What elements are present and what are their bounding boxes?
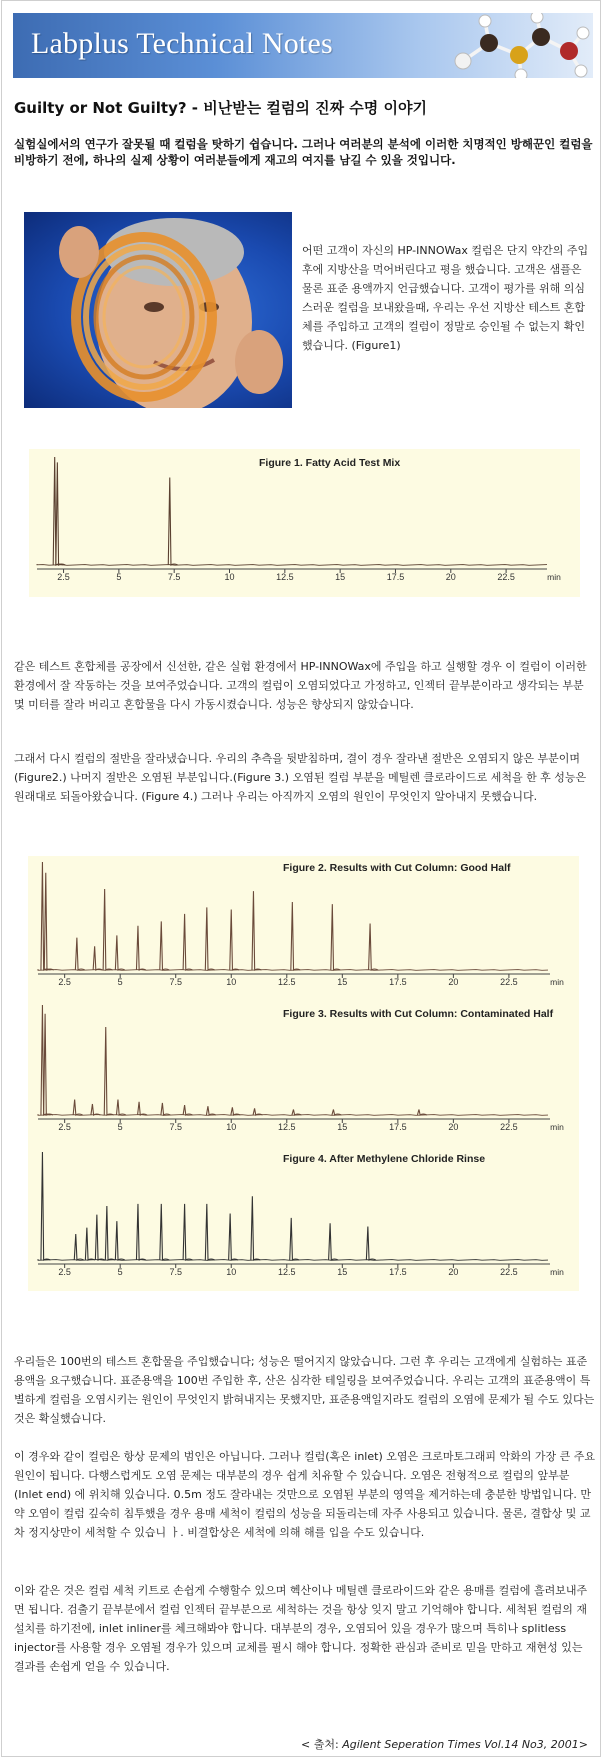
x-axis-label: min: [547, 572, 561, 582]
x-tick-label: 2.5: [58, 977, 71, 987]
chromatogram-peak: [115, 935, 125, 970]
baseline: [38, 1114, 548, 1115]
baseline: [37, 564, 547, 565]
chromatogram-peak: [73, 1100, 83, 1115]
chromatogram-peak: [417, 1110, 427, 1116]
source-citation: [301, 1736, 588, 1752]
x-tick-label: 2.5: [58, 1122, 71, 1132]
paragraph-4: 이 경우와 같이 컬럼은 항상 문제의 범인은 아닙니다. 그러나 컬럼(혹은 inlet) 오염은 크로마토그래피 악화의 가장 큰 주요 원인이 됩니다. 다행스럽게도 오염 문제는 대부분의 경우 쉽게 치유할 수 있습니다. 오염은 전형적으로 컬럼의 앞부분 (Inlet end) 에 위치해 있습니다. 0.5m 정도 잘라내는 것만으로 오염된 부분의 영역을 제거하는데 충분한 방법입니다. 만약 오염이 컬럼 깊숙히 침투했을 경우 용매 세척이 컬럼의 성능을 되돌리는데 자주 사용되고 있습니다. 물론, 결합상 및 교차 정지상만이 세척할 수 있습니 ㅏ. 비결합상은 세척에 의해 해를 입을 수도 있습니다.: [14, 1450, 595, 1539]
article-intro: 실험실에서의 연구가 잘못될 때 컬럼을 탓하기 쉽습니다. 그러나 여러분의 분석에 이러한 치명적인 방해꾼인 컬럼을 비방하기 전에, 하나의 실제 상황이 여러분들에게 재고의 여지를 남길 수 있을 것입니다.: [14, 137, 593, 167]
chromatogram-peak: [136, 926, 146, 970]
x-tick-label: 22.5: [497, 572, 515, 582]
photo-illustration: [24, 212, 292, 408]
chromatogram-peak: [290, 1218, 300, 1260]
x-tick-label: 22.5: [500, 1122, 518, 1132]
header-banner: [13, 13, 593, 78]
figure-2-chart: [28, 856, 579, 1001]
x-axis-label: min: [550, 1267, 564, 1277]
x-tick-label: 7.5: [169, 977, 182, 987]
chromatogram-peak: [205, 1204, 215, 1260]
figure-1: [29, 449, 580, 597]
x-tick-label: 5: [117, 977, 123, 987]
x-tick-label: 17.5: [386, 572, 405, 582]
source-prefix: < 출처:: [301, 1738, 343, 1751]
banner-title: Labplus Technical Notes: [31, 27, 333, 60]
chromatogram-peak: [160, 1204, 170, 1260]
chromatogram-peak: [115, 1221, 125, 1260]
chromatogram-peak: [331, 904, 341, 970]
chart-title: Figure 2. Results with Cut Column: Good Half: [283, 862, 511, 874]
figure-1-chart: [29, 449, 580, 597]
chromatogram-peak: [160, 921, 170, 970]
paragraph-2: 그래서 다시 컬럼의 절반을 잘라냈습니다. 우리의 추측을 뒷받침하며, 결이 경우 잘라낸 절반은 오염되지 않은 부분이며 (Figure2.) 나머지 절반은 오염된 부분입니다.(Figure 3.) 오염된 컬럼 부분을 메틸렌 클로라이드로 세척을 한 후 성능은 원래대로 되돌아왔습니다. (Figure 4.) 그러나 우리는 아직까지 오염의 원인이 무엇인지 알아내지 못했습니다.: [14, 752, 587, 803]
chromatogram-peak: [205, 907, 215, 970]
x-tick-label: 2.5: [58, 1267, 71, 1277]
x-tick-label: 10: [226, 1267, 237, 1277]
chromatogram-peak: [136, 1204, 146, 1260]
chromatogram-peak: [74, 1234, 84, 1260]
x-tick-label: 15: [337, 1122, 348, 1132]
figures-2-4: [28, 856, 579, 1291]
source-suffix: >: [578, 1738, 588, 1751]
chromatogram-peak: [229, 1214, 239, 1260]
chromatogram-peak: [206, 1106, 216, 1115]
chromatogram-peak: [251, 1196, 261, 1260]
page: [1, 0, 601, 1757]
chart-title: Figure 1. Fatty Acid Test Mix: [259, 457, 401, 469]
x-tick-label: 10: [226, 1122, 237, 1132]
x-tick-label: 12.5: [278, 1122, 296, 1132]
chart-title: Figure 4. After Methylene Chloride Rinse: [283, 1153, 486, 1165]
x-axis-label: min: [550, 977, 564, 987]
x-tick-label: 10: [226, 977, 237, 987]
chromatogram-peak: [292, 1110, 302, 1116]
x-tick-label: 5: [117, 1122, 123, 1132]
x-tick-label: 22.5: [500, 1267, 518, 1277]
chromatogram-peak: [95, 1215, 105, 1260]
x-tick-label: 17.5: [389, 977, 407, 987]
chromatogram-peak: [183, 914, 193, 970]
paragraph-5: 이와 같은 것은 컬럼 세척 키트로 손쉽게 수행할수 있으며 헥산이나 메틸렌 클로라이드와 같은 용매를 컬럼에 흘려보내주면 됩니다. 검출기 끝부분에서 컬럼 인젝터 끝부분으로 세척하는 것을 항상 잊지 말고 기억해야 합니다. 세척된 컬럼의 재설치를 하기전에, inlet inliner를 체크해봐야 합니다. 대부분의 경우, 오염되어 있을 경우가 많으며 특히나 splitless injector를 사용할 경우 오염될 경우가 있으며 교체를 필시 해야 합니다. 정확한 관심과 준비로 믿을 만하고 재현성 있는 결과를 손쉽게 얻을 수 있습니다.: [14, 1584, 588, 1673]
chromatogram-peak: [116, 1100, 126, 1115]
chromatogram-peak: [41, 1152, 50, 1260]
chromatogram-peak: [252, 891, 262, 970]
x-tick-label: 7.5: [169, 1267, 182, 1277]
x-tick-label: 17.5: [389, 1122, 407, 1132]
x-tick-label: 5: [116, 572, 122, 582]
chromatogram-peak: [230, 910, 240, 970]
chromatogram-peak: [183, 1204, 193, 1260]
x-tick-label: 20: [448, 1122, 459, 1132]
x-tick-label: 20: [448, 977, 459, 987]
chromatogram-peak: [366, 1227, 376, 1260]
x-tick-label: 15: [337, 977, 348, 987]
x-tick-label: 2.5: [57, 572, 70, 582]
chromatogram-peak: [168, 478, 178, 565]
chromatogram-peak: [91, 1104, 101, 1115]
x-tick-label: 15: [335, 572, 346, 582]
x-tick-label: 17.5: [389, 1267, 407, 1277]
source-title: Agilent Seperation Times Vol.14 No3, 2001: [342, 1738, 579, 1751]
paragraph-1: 같은 테스트 혼합체를 공장에서 신선한, 같은 실험 환경에서 HP-INNOWax에 주입을 하고 실행할 경우 이 컬럼이 이러한 환경에서 잘 작동하는 것을 보여주었습니다. 고객의 컬럼이 오염되었다고 가정하고, 인젝터 끝부분이라고 생각되는 부분 몇 미터를 잘라 버리고 혼합물을 다시 가동시켰습니다. 성능은 향상되지 않았습니다.: [14, 660, 587, 711]
chromatogram-peak: [93, 946, 103, 970]
chromatogram-peak: [44, 1014, 54, 1115]
chromatogram-peak: [103, 889, 113, 970]
molecule-icon: [441, 13, 591, 78]
x-tick-label: 12.5: [278, 1267, 296, 1277]
chromatogram-peak: [105, 1206, 115, 1260]
chromatogram-peak: [56, 462, 66, 565]
x-tick-label: 10: [224, 572, 235, 582]
x-tick-label: 12.5: [276, 572, 294, 582]
chromatogram-peak: [75, 938, 85, 970]
chromatogram-peak: [85, 1228, 95, 1260]
x-axis-label: min: [550, 1122, 564, 1132]
figure-4-chart: [28, 1146, 579, 1291]
chromatogram-peak: [369, 924, 379, 970]
chromatogram-peak: [253, 1108, 263, 1115]
chromatogram-peak: [104, 1027, 114, 1115]
chromatogram-peak: [161, 1103, 171, 1115]
x-tick-label: 22.5: [500, 977, 518, 987]
chromatogram-peak: [183, 1105, 193, 1115]
article-headline: Guilty or Not Guilty? - 비난받는 컬럼의 진짜 수명 이야기: [14, 99, 427, 117]
paragraph-3: 우리들은 100번의 테스트 혼합물을 주입했습니다; 성능은 떨어지지 않았습니다. 그런 후 우리는 고객에게 실험하는 표준 용액을 요구했습니다. 표준용액을 100번 주입한 후, 산은 심각한 테일링을 보여주었습니다. 우리는 고객의 표준용액이 특별하게 컬럼을 오염시키는 원인이 무엇인지 밝혀내지는 못했지만, 표준용액일지라도 컬럼의 오염에 문제가 될 수도 있다는 것은 확실했습니다.: [14, 1355, 595, 1425]
photo-man-with-column: [24, 212, 292, 408]
chromatogram-peak: [329, 1223, 339, 1260]
chromatogram-peak: [231, 1107, 241, 1115]
x-tick-label: 12.5: [278, 977, 296, 987]
photo-caption-text: 어떤 고객이 자신의 HP-INNOWax 컬럼은 단지 약간의 주입 후에 지방산을 먹어버린다고 평을 했습니다. 고객은 샘플은 물론 표준 용액까지 언급했습니다. 고객이 평가를 위해 의심스러운 컬럼을 보내왔을때, 우리는 우선 지방산 테스트 혼합체를 주입하고 고객의 컬럼이 정말로 승인될 수 없는지 확인했습니다. (Figure1): [302, 244, 589, 352]
x-tick-label: 5: [117, 1267, 123, 1277]
x-tick-label: 20: [448, 1267, 459, 1277]
chromatogram-peak: [291, 902, 301, 970]
x-tick-label: 15: [337, 1267, 348, 1277]
chromatogram-peak: [44, 873, 54, 970]
x-tick-label: 7.5: [169, 1122, 182, 1132]
figure-3-chart: [28, 1001, 579, 1146]
chromatogram-peak: [332, 1110, 342, 1116]
x-tick-label: 7.5: [167, 572, 181, 582]
x-tick-label: 20: [445, 572, 456, 582]
chart-title: Figure 3. Results with Cut Column: Contaminated Half: [283, 1008, 554, 1020]
chromatogram-peak: [138, 1102, 148, 1115]
